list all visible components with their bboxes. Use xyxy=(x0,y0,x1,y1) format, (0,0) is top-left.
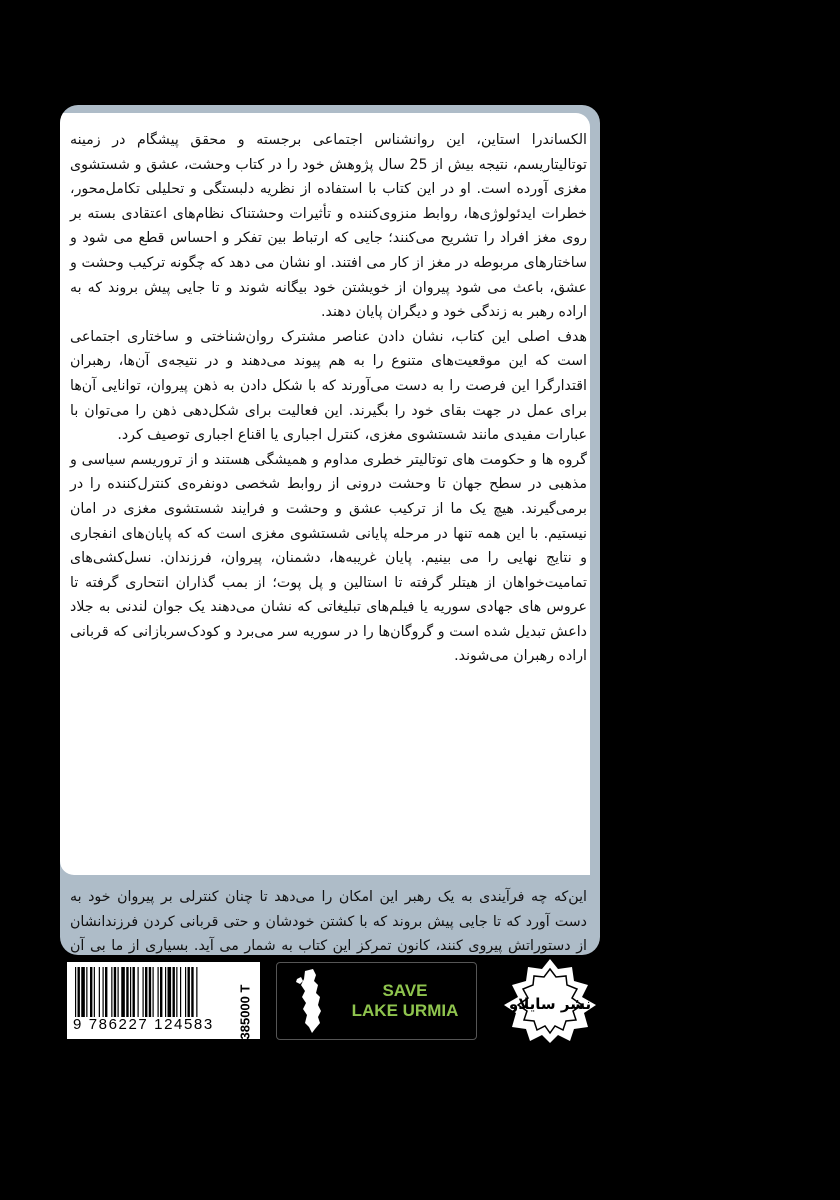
summary-paragraph: این‌که چه فرآیندی به یک رهبر این امکان را می‌دهد تا چنان کنترلی بر پیروان خود به دست آورد که تا جایی پیش بروند که با کشتن خودشان و حتی قربانی کردن فرزندانشان از دستوراتش پیروی کنند، کانون تمرکز این کتاب به شمار می آید. بسیاری از ما بی آن xyxy=(70,889,587,954)
blurb-paragraph-2: هدف اصلی این کتاب، نشان دادن عناصر مشترک روان‌شناختی و ساختاری اجتماعی است که این موقعیت‌های متنوع را به هم پیوند می‌دهند و در نتیجه‌ی آن‌ها، رهبران اقتدارگرا این فرصت را به دست می‌آورند که با شکل دادن به ذهن پیروان، توانایی آن‌ها برای عمل در جهت بقای خود را بگیرند. این فعالیت برای شکل‌دهی ذهن را می‌توان با عبارات مفیدی مانند شستشوی مغزی، کنترل اجباری یا اقناع اجباری توصیف کرد. xyxy=(70,328,587,444)
blurb-paragraph-3: گروه ها و حکومت های توتالیتر خطری مداوم و همیشگی هستند و از تروریسم سیاسی و مذهبی در سطح جهان تا وحشت درونی از روابط شخصی دونفره‌ی کنترل‌کننده را در برمی‌گیرند. هیچ یک ما از ترکیب عشق و وحشت و فرایند شستشوی مغزی در امان نیستیم. با این همه تنها در مرحله پایانی شستشوی مغزی است که که پایان‌های انفجاری و نتایج نهایی را می بینیم. پایان غریبه‌ها، دشمنان، پیروان، فرزندان. نسل‌کشی‌های تمامیت‌خواهان از هیتلر گرفته تا استالین و پل پوت؛ از بمب گذاران انتحاری گرفته تا عروس های جهادی سوریه یا فیلم‌های تبلیغاتی که نشان می‌دهند یک جوان لندنی به جلاد داعش تبدیل شده است و گروگان‌ها را در سوریه سر می‌برد و کودک‌سربازانی که قربانی اراده رهبران می‌شوند. xyxy=(70,451,587,665)
publisher-logo-text: نشر سایلاو xyxy=(508,995,592,1013)
campaign-text xyxy=(339,981,471,1021)
isbn-barcode xyxy=(67,962,260,1039)
back-cover-panel xyxy=(60,105,600,955)
blurb-paragraph-1: الکساندرا استاین، این روانشناس اجتماعی برجسته و محقق پیشگام در زمینه توتالیتاریسم، نتیجه بیش از 25 سال پژوهش خود را در کتاب وحشت، عشق و شستشوی مغزی آورده است. او در این کتاب با استفاده از نظریه دلبستگی و تحلیلی تکامل‌محور، خطرات ایدئولوژی‌ها، روابط منزوی‌کننده و تأثیرات وحشتناک نظام‌های اعتقادی بسته بر روی مغز افراد را تشریح می‌کنند؛ جایی که ارتباط بین تفکر و احساس قطع می شود و ساختارهای مربوطه در مغز از کار می افتند. او نشان می دهد که چگونه ترکیب وحشت و عشق، باعث می شود پیروان از خویشتن خود بیگانه شوند و تا جایی پیش بروند که به اراده رهبر به زندگی خود و دیگران پایان دهند. xyxy=(70,132,587,321)
publisher-logo-emblem xyxy=(500,957,600,1043)
campaign-line-1: SAVE xyxy=(382,981,428,1000)
lake-urmia-map-icon xyxy=(285,967,340,1035)
price-code: 385000 T xyxy=(237,984,253,1040)
blurb-area xyxy=(60,113,590,875)
save-lake-urmia-badge xyxy=(276,962,477,1040)
blurb-text xyxy=(70,128,587,669)
campaign-line-2: LAKE URMIA xyxy=(351,1001,459,1020)
barcode-bars xyxy=(75,967,237,1017)
isbn-number: 9 786227 124583 xyxy=(73,1016,214,1033)
